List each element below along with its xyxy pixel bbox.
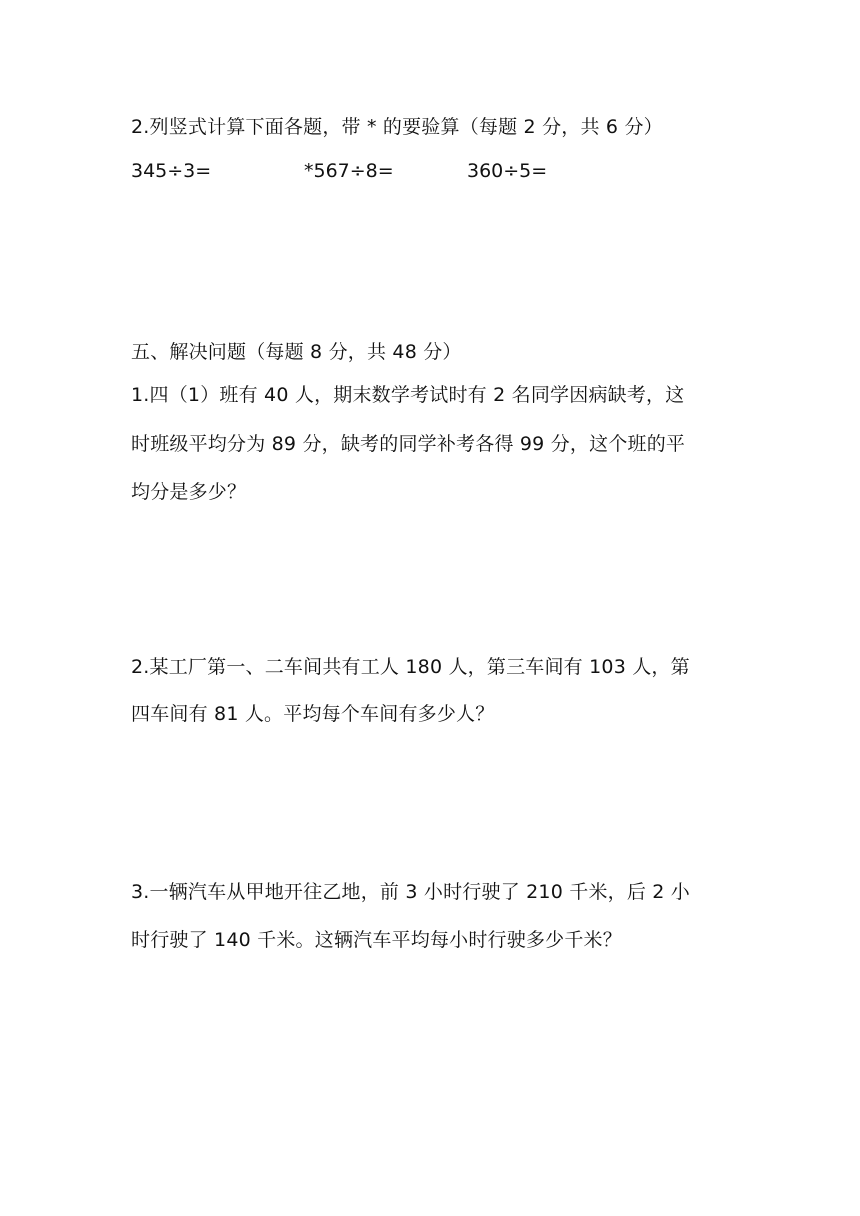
calculation-item: *567÷8= — [304, 160, 394, 182]
problem-1-line-1: 1.四（1）班有 40 人，期末数学考试时有 2 名同学因病缺考，这 — [131, 384, 685, 406]
calculation-item: 360÷5= — [467, 160, 548, 182]
problem-3-line-1: 3.一辆汽车从甲地开往乙地，前 3 小时行驶了 210 千米，后 2 小 — [131, 881, 691, 903]
calculation-item: 345÷3= — [131, 160, 212, 182]
problem-3-line-2: 时行驶了 140 千米。这辆汽车平均每小时行驶多少千米？ — [131, 929, 622, 951]
problem-1-line-3: 均分是多少？ — [131, 481, 247, 503]
section-title: 五、解决问题（每题 8 分，共 48 分） — [131, 341, 462, 363]
problem-2-line-1: 2.某工厂第一、二车间共有工人 180 人，第三车间有 103 人，第 — [131, 656, 690, 678]
problem-1-line-2: 时班级平均分为 89 分，缺考的同学补考各得 99 分，这个班的平 — [131, 433, 686, 455]
problem-2-line-2: 四车间有 81 人。平均每个车间有多少人？ — [131, 703, 495, 725]
question-title: 2.列竖式计算下面各题，带 * 的要验算（每题 2 分，共 6 分） — [131, 116, 663, 138]
